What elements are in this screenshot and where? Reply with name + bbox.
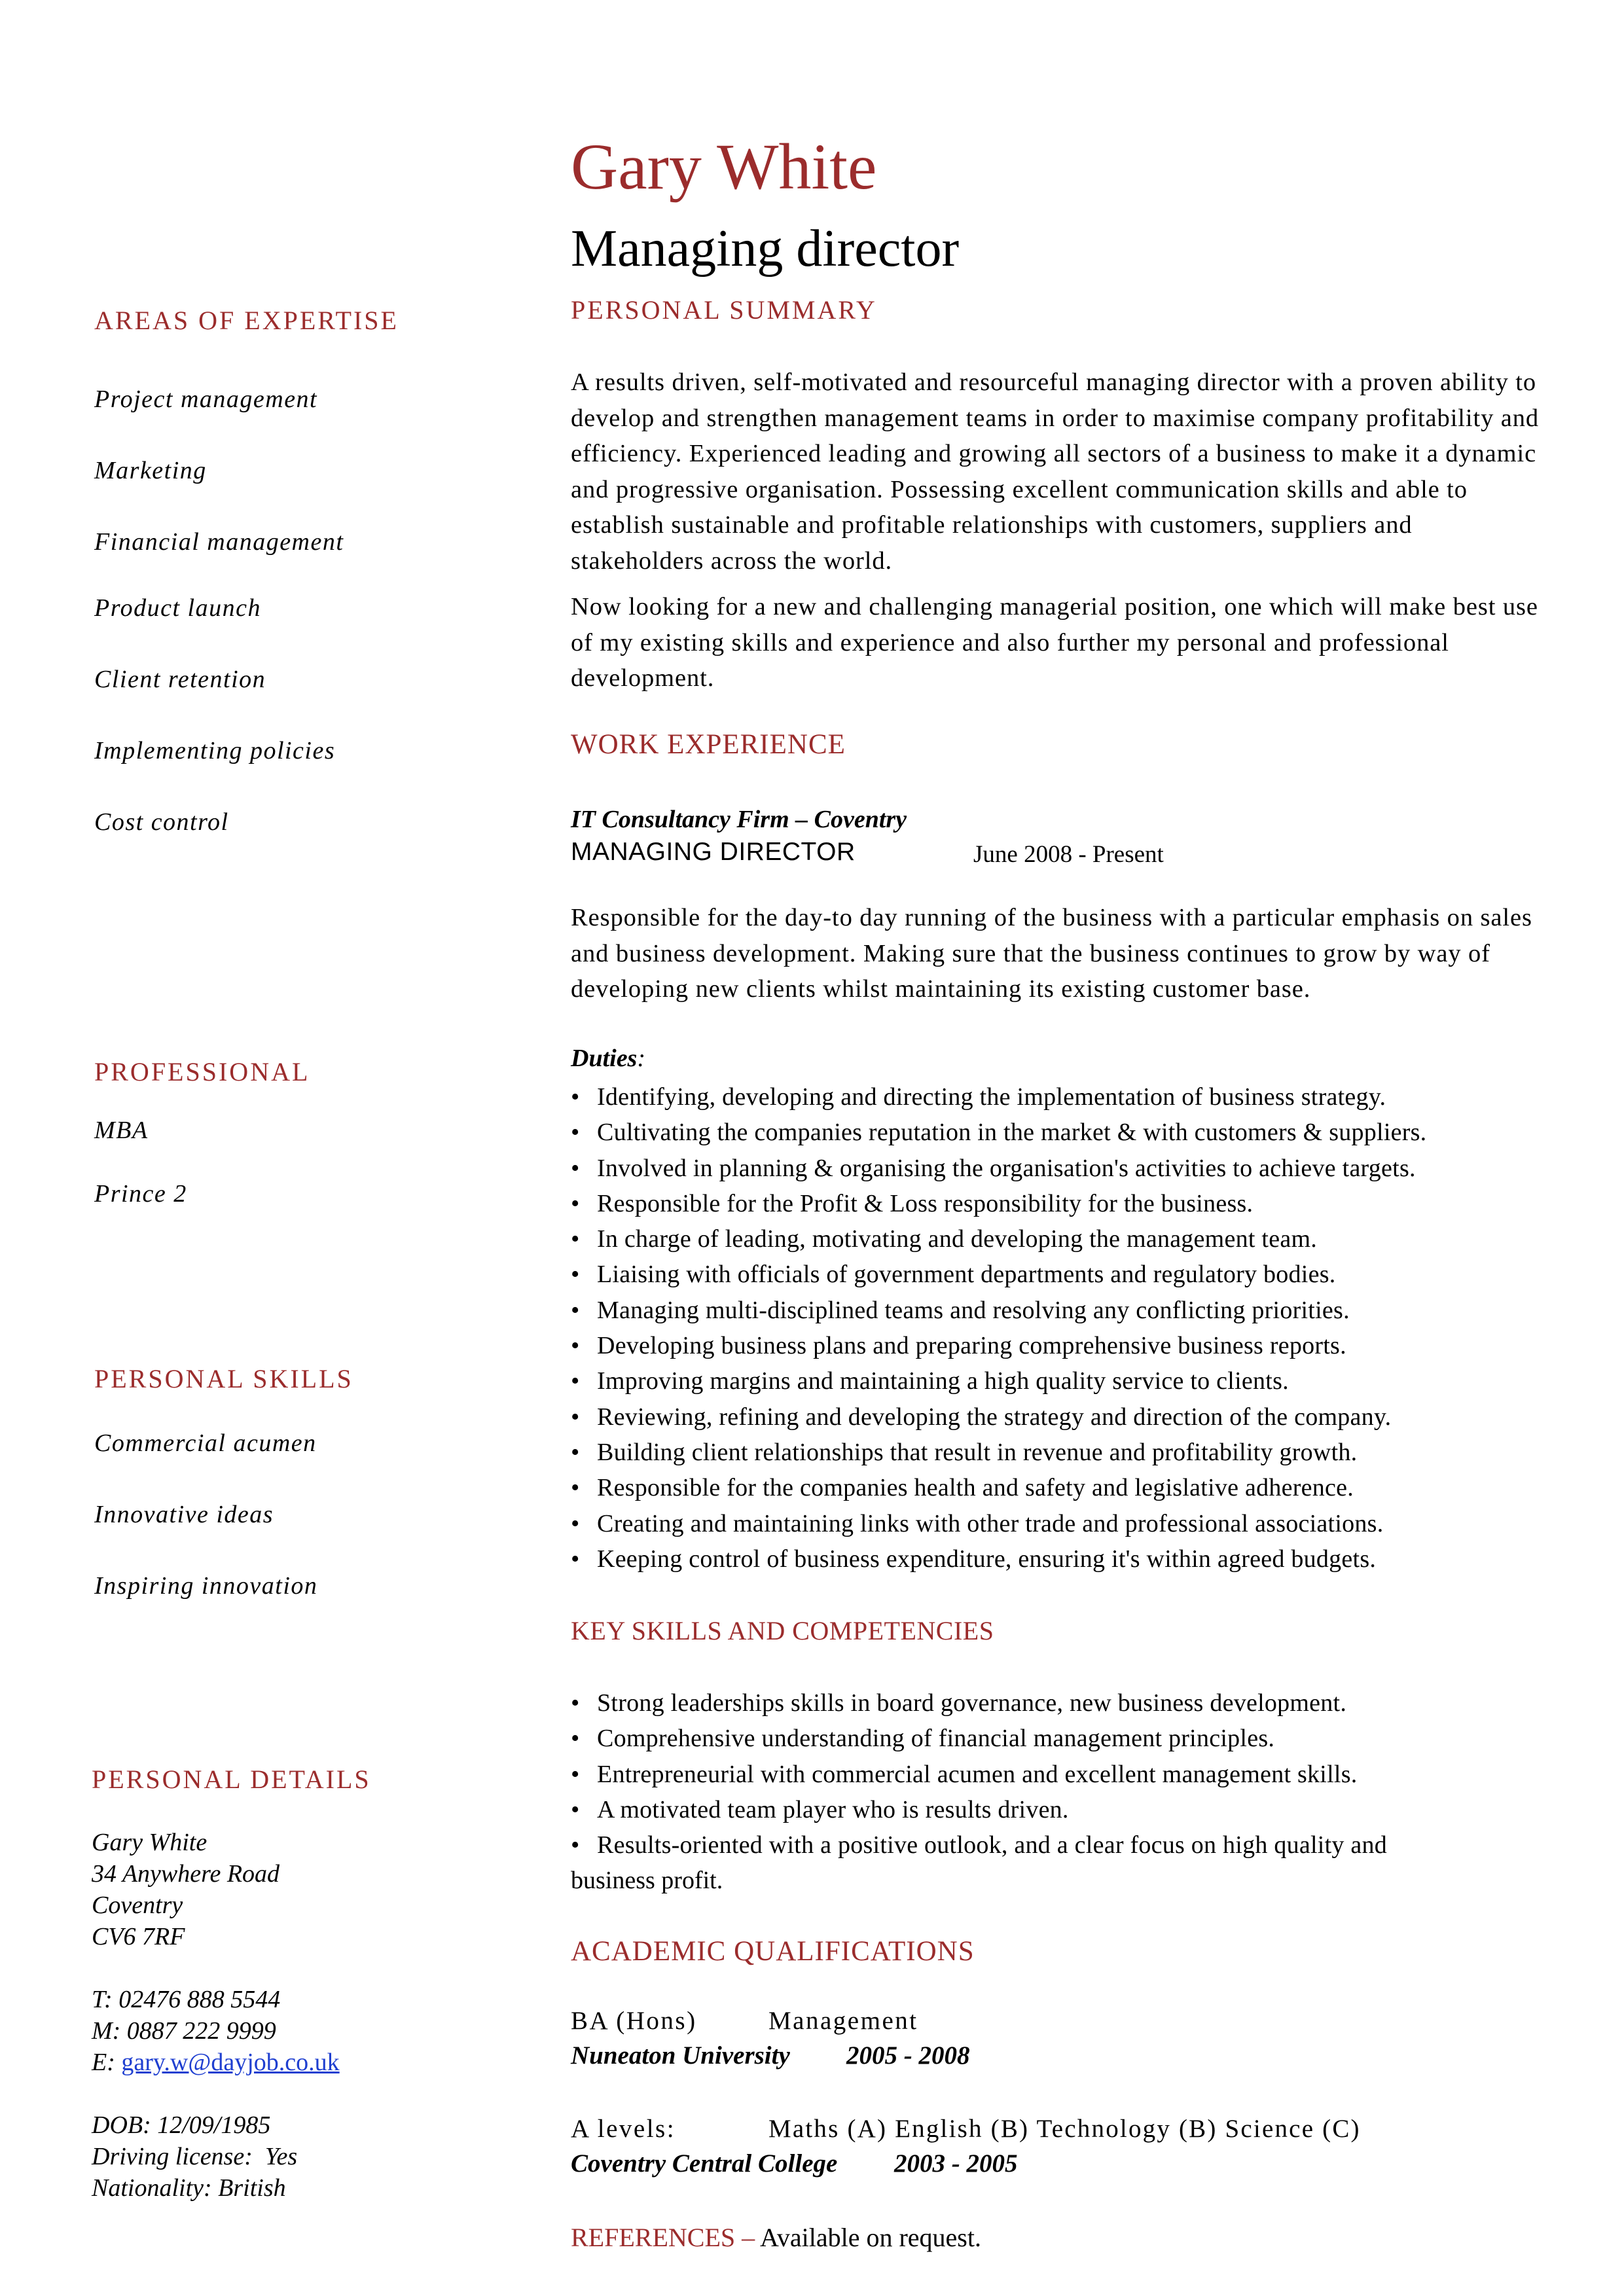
- key-skill-item: • Strong leaderships skills in board governance, new business development.: [571, 1685, 1387, 1721]
- duty-item: • Managing multi-disciplined teams and resolving any conflicting priorities.: [571, 1293, 1426, 1328]
- details-nationality: Nationality: British: [92, 2174, 286, 2202]
- university-name: Nuneaton University: [571, 2041, 790, 2070]
- key-skill-item: • Results-oriented with a positive outlook, and a clear focus on high quality and: [571, 1827, 1387, 1863]
- duty-item: • Improving margins and maintaining a high quality service to clients.: [571, 1363, 1426, 1399]
- details-address-line: 34 Anywhere Road: [92, 1860, 280, 1888]
- company-name: IT Consultancy Firm – Coventry: [571, 806, 907, 833]
- details-phone: T: 02476 888 5544: [92, 1986, 281, 2013]
- references-heading: REFERENCES: [571, 2223, 736, 2252]
- details-driving: Driving license: Yes: [92, 2143, 298, 2170]
- key-skill-item: • Comprehensive understanding of financial management principles.: [571, 1721, 1387, 1756]
- job-dates: June 2008 - Present: [973, 841, 1164, 868]
- expertise-item: Project management: [94, 386, 318, 413]
- degree-subject: Management: [768, 2007, 918, 2035]
- personal-summary-heading: PERSONAL SUMMARY: [571, 295, 877, 325]
- personal-details-heading: PERSONAL DETAILS: [92, 1765, 371, 1794]
- professional-item: MBA: [94, 1117, 149, 1144]
- details-email-row: [92, 2047, 340, 2078]
- job-description: Responsible for the day-to day running of the business with a particular emphasis on sales and business development. Making sure that the business continues to grow by way of developing new clients whilst maintaining its existing customer base.: [571, 904, 1532, 1003]
- candidate-name: Gary White: [571, 130, 877, 203]
- summary-paragraph: A results driven, self-motivated and resourceful managing director with a proven ability to develop and strengthen management teams in order to maximise company profitability and efficiency. Experienced leading and growing all sectors of a business to make it a dynamic and progressive organisation. Possessing excellent communication skills and able to establish sustainable and profitable relationships with customers, suppliers and stakeholders across the world.: [571, 368, 1540, 575]
- academic-heading: ACADEMIC QUALIFICATIONS: [571, 1936, 975, 1967]
- references-text: Available on request.: [759, 2223, 981, 2252]
- professional-item: Prince 2: [94, 1180, 187, 1208]
- references-line: [571, 2222, 981, 2253]
- degree: BA (Hons): [571, 2007, 697, 2035]
- expertise-item: Financial management: [94, 528, 344, 556]
- expertise-item: Cost control: [94, 808, 229, 836]
- references-dash: –: [735, 2223, 760, 2252]
- alevels-label: A levels:: [571, 2115, 676, 2143]
- key-skill-item: • Entrepreneurial with commercial acumen and excellent management skills.: [571, 1757, 1387, 1792]
- duties-label-text: Duties: [571, 1045, 638, 1072]
- details-spacer: [92, 1952, 340, 1984]
- duty-item: • Responsible for the Profit & Loss responsibility for the business.: [571, 1186, 1426, 1221]
- personal-skill-item: Inspiring innovation: [94, 1572, 318, 1600]
- duty-item: • Identifying, developing and directing the implementation of business strategy.: [571, 1079, 1426, 1115]
- key-skills-heading: KEY SKILLS AND COMPETENCIES: [571, 1616, 994, 1645]
- duty-item: • Involved in planning & organising the organisation's activities to achieve targets.: [571, 1151, 1426, 1186]
- university-years: 2005 - 2008: [846, 2041, 970, 2070]
- job-title: Managing director: [571, 220, 960, 278]
- email-link[interactable]: gary.w@dayjob.co.uk: [121, 2049, 340, 2076]
- duties-list: [571, 1079, 1426, 1577]
- details-postcode: CV6 7RF: [92, 1923, 185, 1950]
- duties-label-colon: :: [637, 1045, 646, 1072]
- expertise-item: Implementing policies: [94, 737, 336, 764]
- expertise-heading: AREAS OF EXPERTISE: [94, 306, 399, 335]
- personal-details: [92, 1827, 340, 2204]
- details-name: Gary White: [92, 1829, 208, 1856]
- details-mobile: M: 0887 222 9999: [92, 2017, 276, 2045]
- expertise-item: Product launch: [94, 594, 261, 622]
- duty-item: • Developing business plans and preparing comprehensive business reports.: [571, 1328, 1426, 1363]
- personal-skills-heading: PERSONAL SKILLS: [94, 1364, 353, 1393]
- key-skills-list: [571, 1685, 1387, 1863]
- college-name: Coventry Central College: [571, 2149, 838, 2178]
- alevels-subjects: Maths (A) English (B) Technology (B) Science (C): [768, 2115, 1361, 2143]
- summary-paragraph: Now looking for a new and challenging managerial position, one which will make best use of my existing skills and experience and also further my personal and professional development.: [571, 593, 1538, 692]
- duty-item: • Responsible for the companies health and safety and legislative adherence.: [571, 1470, 1426, 1505]
- details-address-line: Coventry: [92, 1892, 183, 1919]
- duty-item: • In charge of leading, motivating and developing the management team.: [571, 1221, 1426, 1257]
- email-label: E:: [92, 2049, 115, 2076]
- work-experience-heading: WORK EXPERIENCE: [571, 729, 846, 760]
- duty-item: • Keeping control of business expenditure, ensuring it's within agreed budgets.: [571, 1541, 1426, 1577]
- key-skill-continuation: business profit.: [571, 1867, 723, 1894]
- details-spacer: [92, 2078, 340, 2109]
- expertise-item: Client retention: [94, 666, 266, 693]
- duty-item: • Cultivating the companies reputation in the market & with customers & suppliers.: [571, 1115, 1426, 1150]
- duties-label: [571, 1044, 645, 1073]
- details-dob: DOB: 12/09/1985: [92, 2111, 271, 2139]
- professional-heading: PROFESSIONAL: [94, 1057, 310, 1086]
- duty-item: • Building client relationships that result in revenue and profitability growth.: [571, 1435, 1426, 1470]
- personal-skill-item: Commercial acumen: [94, 1429, 317, 1457]
- duty-item: • Reviewing, refining and developing the strategy and direction of the company.: [571, 1399, 1426, 1435]
- personal-skill-item: Innovative ideas: [94, 1501, 274, 1528]
- key-skill-item: • A motivated team player who is results driven.: [571, 1792, 1387, 1827]
- duty-item: • Creating and maintaining links with other trade and professional associations.: [571, 1506, 1426, 1541]
- duty-item: • Liaising with officials of government departments and regulatory bodies.: [571, 1257, 1426, 1292]
- college-years: 2003 - 2005: [894, 2149, 1018, 2178]
- expertise-item: Marketing: [94, 457, 207, 484]
- job-role: MANAGING DIRECTOR: [571, 838, 856, 866]
